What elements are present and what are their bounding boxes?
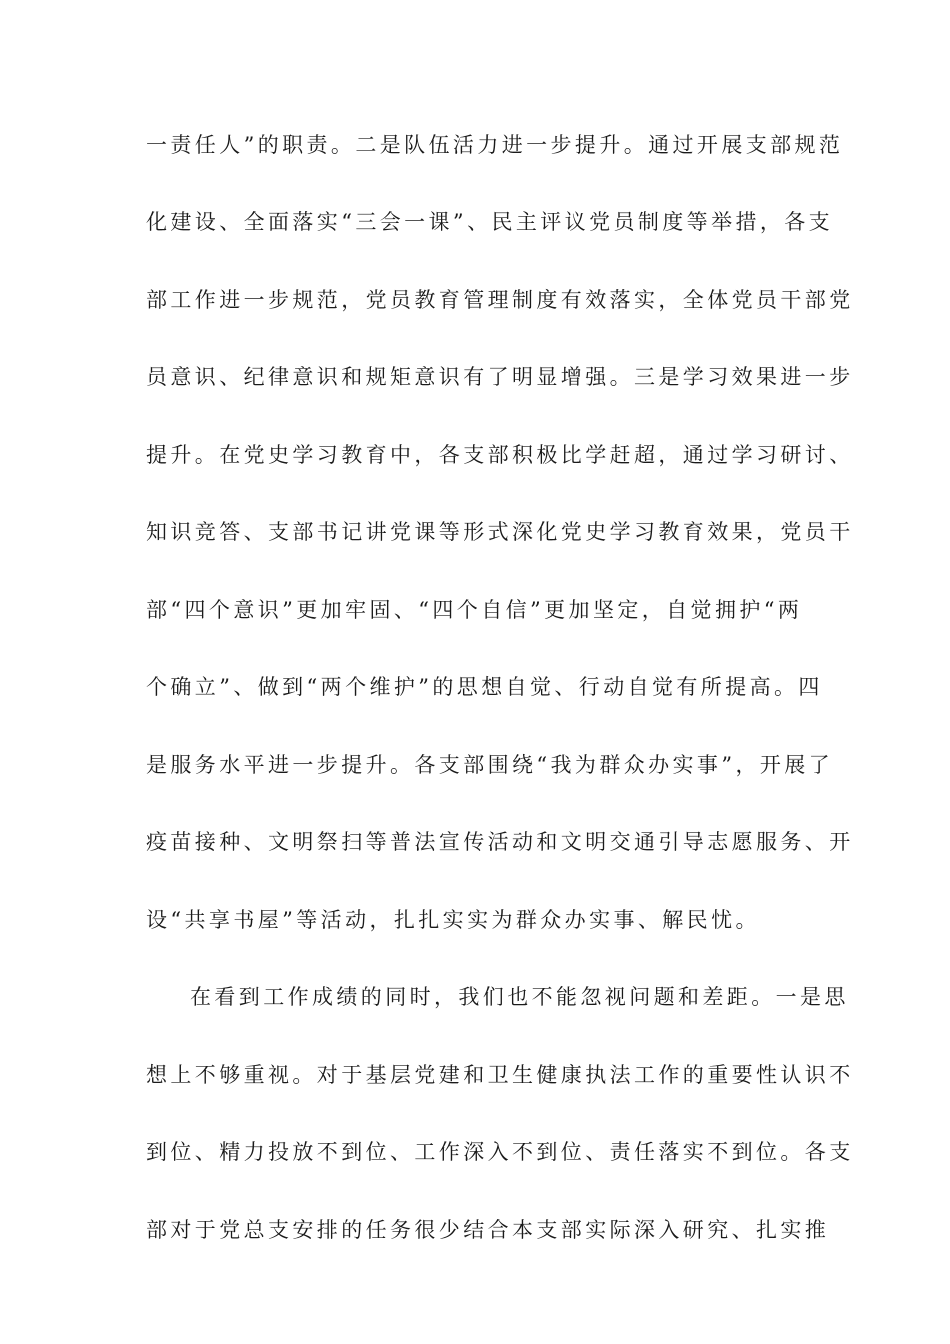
text-line: 想上不够重视。对于基层党建和卫生健康执法工作的重要性认识不	[146, 1063, 854, 1087]
text-line: 个确立”、做到“两个维护”的思想自觉、行动自觉有所提高。四	[146, 675, 823, 699]
paragraph-first-line: 在看到工作成绩的同时，我们也不能忽视问题和差距。一是思	[190, 985, 849, 1009]
text-line: 员意识、纪律意识和规矩意识有了明显增强。三是学习效果进一步	[146, 365, 854, 389]
text-line: 部对于党总支安排的任务很少结合本支部实际深入研究、扎实推	[146, 1218, 830, 1242]
text-line: 到位、精力投放不到位、工作深入不到位、责任落实不到位。各支	[146, 1140, 854, 1164]
text-line: 设“共享书屋”等活动，扎扎实实为群众办实事、解民忧。	[146, 908, 760, 932]
text-line: 知识竞答、支部书记讲党课等形式深化党史学习教育效果，党员干	[146, 520, 854, 544]
text-line: 化建设、全面落实“三会一课”、民主评议党员制度等举措，各支	[146, 210, 834, 234]
text-line: 一责任人”的职责。二是队伍活力进一步提升。通过开展支部规范	[146, 133, 844, 157]
text-line: 部“四个意识”更加牢固、“四个自信”更加坚定，自觉拥护“两	[146, 598, 803, 622]
text-line: 疫苗接种、文明祭扫等普法宣传活动和文明交通引导志愿服务、开	[146, 830, 854, 854]
text-line: 是服务水平进一步提升。各支部围绕“我为群众办实事”，开展了	[146, 753, 834, 777]
text-line: 部工作进一步规范，党员教育管理制度有效落实，全体党员干部党	[146, 288, 854, 312]
text-line: 提升。在党史学习教育中，各支部积极比学赶超，通过学习研讨、	[146, 443, 854, 467]
